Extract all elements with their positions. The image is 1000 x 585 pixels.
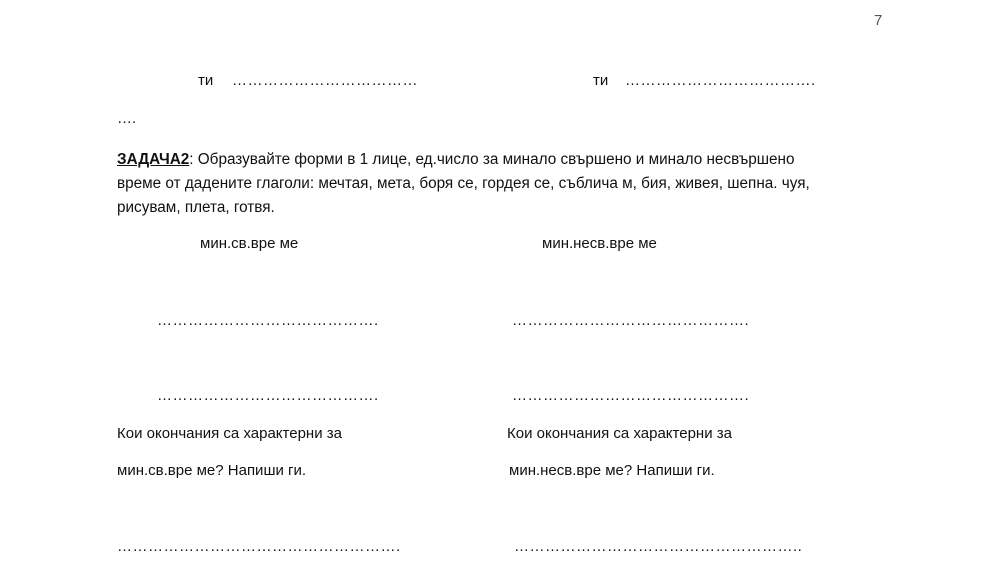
task-line-3: рисувам, плета, готвя. (117, 199, 275, 216)
right-question-line-2: мин.несв.вре ме? Напиши ги. (509, 462, 715, 479)
left-answer-line-1: ……………………………………. (157, 312, 379, 329)
top-left-label: ти (198, 72, 214, 89)
left-column-header: мин.св.вре ме (200, 235, 299, 252)
top-left-dots: ……………………………… (232, 72, 418, 89)
stray-dots: …. (117, 110, 137, 127)
top-right-label: ти (593, 72, 609, 89)
page-number: 7 (874, 12, 883, 29)
right-answer-line-1: ………………………………………. (512, 312, 750, 329)
task-text-1: Образувайте форми в 1 лице, ед.число за минало свършено и минало несвършено (193, 151, 795, 168)
task-line-1 (117, 148, 897, 172)
right-final-answer-line: ……………………………………………….. (514, 538, 803, 555)
left-question-line-2: мин.св.вре ме? Напиши ги. (117, 462, 307, 479)
left-final-answer-line: ………………………………………………. (117, 538, 401, 555)
task-line-2: време от дадените глаголи: мечтая, мета, боря се, гордея се, съблича м, бия, живея, шепна. чуя, (117, 175, 810, 192)
right-column-header: мин.несв.вре ме (542, 235, 657, 252)
right-answer-line-2: ………………………………………. (512, 387, 750, 404)
task-paragraph (117, 148, 897, 220)
top-right-dots: ………………………………. (625, 72, 816, 89)
right-question-line-1: Кои окончания са характерни за (507, 425, 732, 442)
task-separator: : (189, 151, 194, 168)
left-answer-line-2: ……………………………………. (157, 387, 379, 404)
task-title: ЗАДАЧА2 (117, 151, 190, 168)
left-question-line-1: Кои окончания са характерни за (117, 425, 342, 442)
